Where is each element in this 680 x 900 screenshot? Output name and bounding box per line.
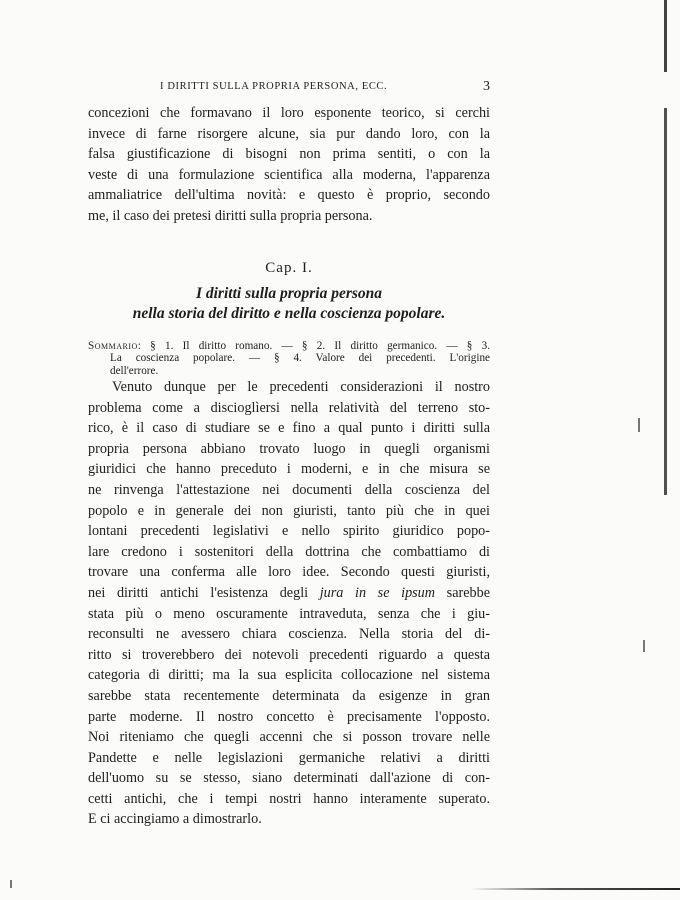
running-title: I DIRITTI SULLA PROPRIA PERSONA, ECC.: [160, 81, 388, 92]
summary-line: La coscienza popolare. — § 4. Valore dei precedenti. L'origine: [110, 352, 490, 365]
text-line: ne rinvenga l'attestazione nei documenti della coscienza del: [88, 481, 490, 498]
text-line: parte moderne. Il nostro concetto è precisamente l'opposto.: [88, 708, 490, 725]
text-line: sarebbe stata recentemente determinata da esigenze in gran: [88, 687, 490, 704]
chapter-label: Cap. I.: [265, 260, 313, 276]
text-line: dell'uomo su se stesso, siano determinati dall'azione di con-: [88, 770, 490, 787]
paragraph-continued: [88, 103, 490, 227]
text-line: veste di una formulazione scientifica alla moderna, l'apparenza: [88, 166, 490, 183]
text-line: stata più o meno oscuramente intraveduta, senza che i giu-: [88, 605, 490, 622]
text-line: cetti antichi, che i tempi nostri hanno interamente superato.: [88, 790, 490, 807]
summary-label: Sommario: [88, 340, 138, 352]
scan-speck: [638, 418, 640, 432]
scan-speck: [10, 880, 12, 888]
text-line: concezioni che formavano il loro esponente teorico, si cerchi: [88, 105, 490, 121]
summary-line: dell'errore.: [110, 364, 159, 377]
paragraph-main: [88, 377, 490, 830]
text-line: lare credono i sostenitori della dottrina che combattiamo di: [88, 543, 490, 560]
text-line: ammaliatrice dell'ultima novità: e questo è proprio, secondo: [88, 187, 490, 204]
binding-edge: [664, 0, 667, 900]
text-line: reconsulti ne avessero chiara coscienza. Nella storia del di-: [88, 626, 490, 643]
summary-line: Sommario: § 1. Il diritto romano. — § 2. Il diritto germanico. — § 3.: [88, 340, 490, 352]
text-line: Venuto dunque per le precedenti considerazioni il nostro: [112, 379, 490, 395]
scan-speck: [643, 640, 645, 652]
text-line: popolo e in generale dei non giuristi, tanto più che in quei: [88, 502, 490, 519]
text-line: Pandette e nelle legislazioni germaniche relativi a diritti: [88, 749, 490, 766]
page-bottom-edge: [470, 888, 680, 890]
text-line: problema come a discioglìersi nella relatività del terreno sto-: [88, 399, 490, 416]
text-line: rico, è il caso di studiare se e fino a qual punto i diritti sulla: [88, 420, 490, 437]
chapter-summary: [88, 340, 490, 377]
text-line: categoria di diritti; ma la sua esplicita collocazione nel sistema: [88, 667, 490, 684]
text-line: trovare una conferma alle loro idee. Secondo questi giuristi,: [88, 564, 490, 581]
text-line: E ci accingiamo a dimostrarlo.: [88, 811, 262, 828]
text-line: falsa giustificazione di bisogni non prima sentiti, o con la: [88, 146, 490, 163]
chapter-title-line: nella storia del diritto e nella coscienza popolare.: [132, 305, 446, 322]
chapter-title-line: I diritti sulla propria persona: [195, 285, 383, 302]
chapter-title: [88, 284, 490, 324]
text-line: ritto si troverebbero dei notevoli precedenti riguardo a questa: [88, 646, 490, 663]
text-line: invece di farne risorgere alcune, sia pur dando loro, con la: [88, 125, 490, 142]
page-number: 3: [483, 79, 490, 94]
text-line: Noi riteniamo che quegli accenni che si posson trovare nelle: [88, 729, 490, 746]
text-line: nei diritti antichi l'esistenza degli jura in se ipsum sarebbe: [88, 584, 490, 601]
text-line: lontani precedenti legislativi e nello spirito giuridico popo-: [88, 523, 490, 540]
text-line: me, il caso dei pretesi diritti sulla propria persona.: [88, 207, 373, 224]
latin-phrase: jura in se ipsum: [319, 584, 436, 601]
text-line: giuridici che hanno preceduto i moderni, e in che misura se: [88, 461, 490, 478]
text-line: propria persona abbiano trovato luogo in quegli organismi: [88, 440, 490, 457]
